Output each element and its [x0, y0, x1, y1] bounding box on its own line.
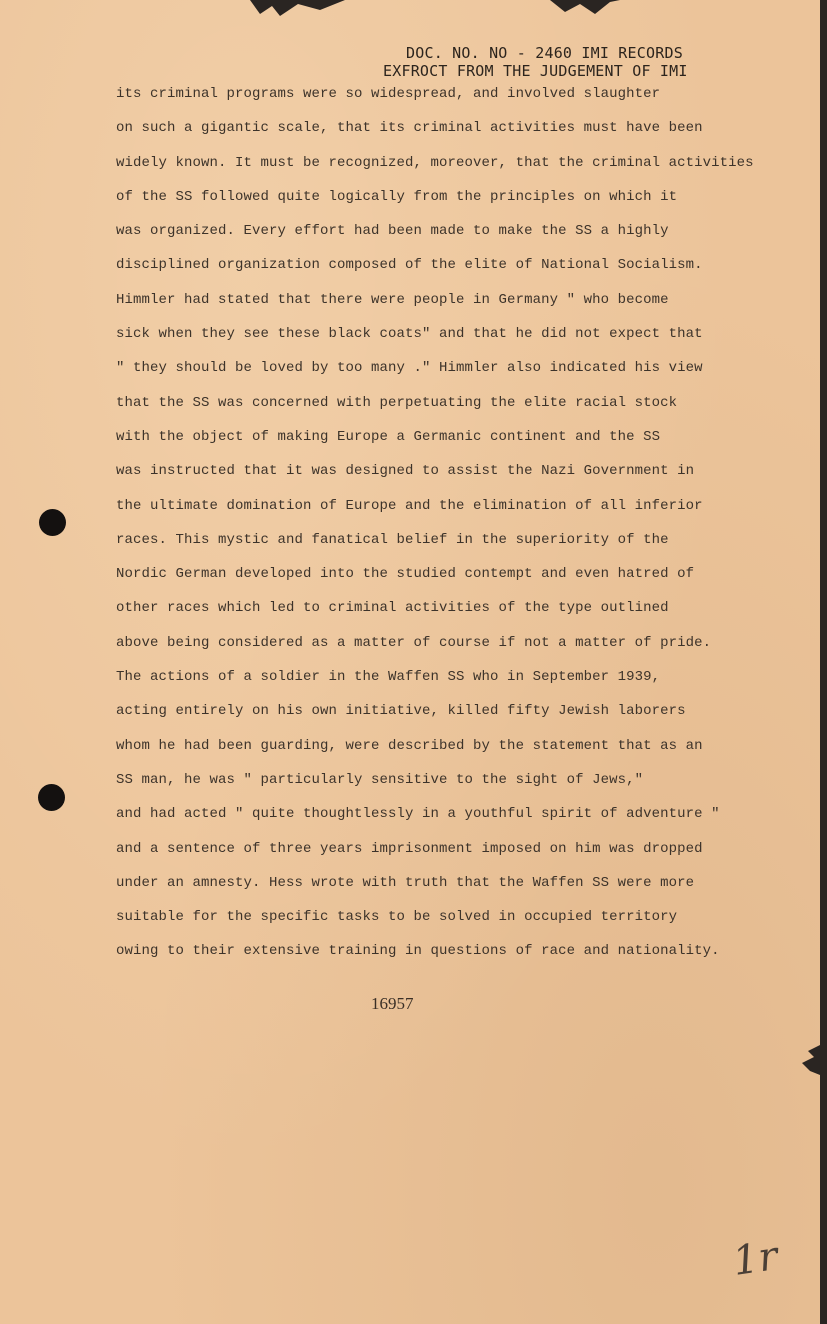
- text-line: and had acted " quite thoughtlessly in a youthful spirit of adventure ": [116, 806, 720, 823]
- text-line: The actions of a soldier in the Waffen SS who in September 1939,: [116, 669, 661, 686]
- punch-hole-upper: [39, 509, 66, 536]
- text-line: " they should be loved by too many ." Himmler also indicated his view: [116, 360, 703, 377]
- text-line: and a sentence of three years imprisonment imposed on him was dropped: [116, 840, 703, 857]
- text-line: with the object of making Europe a Germanic continent and the SS: [116, 428, 661, 445]
- page-number: 16957: [371, 994, 414, 1013]
- text-line: on such a gigantic scale, that its criminal activities must have been: [116, 120, 703, 137]
- text-line: races. This mystic and fanatical belief in the superiority of the: [116, 531, 669, 548]
- text-line: acting entirely on his own initiative, killed fifty Jewish laborers: [116, 703, 686, 720]
- text-line: the ultimate domination of Europe and the elimination of all inferior: [116, 497, 703, 514]
- text-line: suitable for the specific tasks to be solved in occupied territory: [116, 909, 678, 926]
- text-line: above being considered as a matter of course if not a matter of pride.: [116, 634, 712, 651]
- text-line: disciplined organization composed of the elite of National Socialism.: [116, 257, 703, 274]
- text-line: widely known. It must be recognized, moreover, that the criminal activities: [116, 154, 754, 171]
- text-line: other races which led to criminal activities of the type outlined: [116, 600, 669, 617]
- handwritten-mark: 1r: [730, 1233, 781, 1285]
- body-text: [116, 84, 756, 976]
- header-title: EXFROCT FROM THE JUDGEMENT OF IMI: [383, 62, 688, 80]
- torn-corner: [790, 1045, 820, 1075]
- header-doc-number: DOC. NO. NO - 2460 IMI RECORDS: [406, 44, 683, 62]
- text-line: sick when they see these black coats" and that he did not expect that: [116, 326, 703, 343]
- text-line: Nordic German developed into the studied contempt and even hatred of: [116, 566, 695, 583]
- text-line: whom he had been guarding, were described by the statement that as an: [116, 737, 703, 754]
- text-line: under an amnesty. Hess wrote with truth that the Waffen SS were more: [116, 874, 695, 891]
- text-line: of the SS followed quite logically from the principles on which it: [116, 188, 678, 205]
- text-line: SS man, he was " particularly sensitive to the sight of Jews,": [116, 771, 644, 788]
- text-line: was instructed that it was designed to assist the Nazi Government in: [116, 463, 695, 480]
- text-line: that the SS was concerned with perpetuating the elite racial stock: [116, 394, 678, 411]
- punch-hole-lower: [38, 784, 65, 811]
- page-edge: [820, 0, 827, 1324]
- text-line: was organized. Every effort had been made to make the SS a highly: [116, 223, 669, 240]
- text-line: its criminal programs were so widespread, and involved slaughter: [116, 86, 661, 102]
- text-line: owing to their extensive training in questions of race and nationality.: [116, 943, 720, 960]
- torn-top-edge: [250, 0, 620, 18]
- document-header: [383, 44, 743, 80]
- text-line: Himmler had stated that there were people in Germany " who become: [116, 291, 669, 308]
